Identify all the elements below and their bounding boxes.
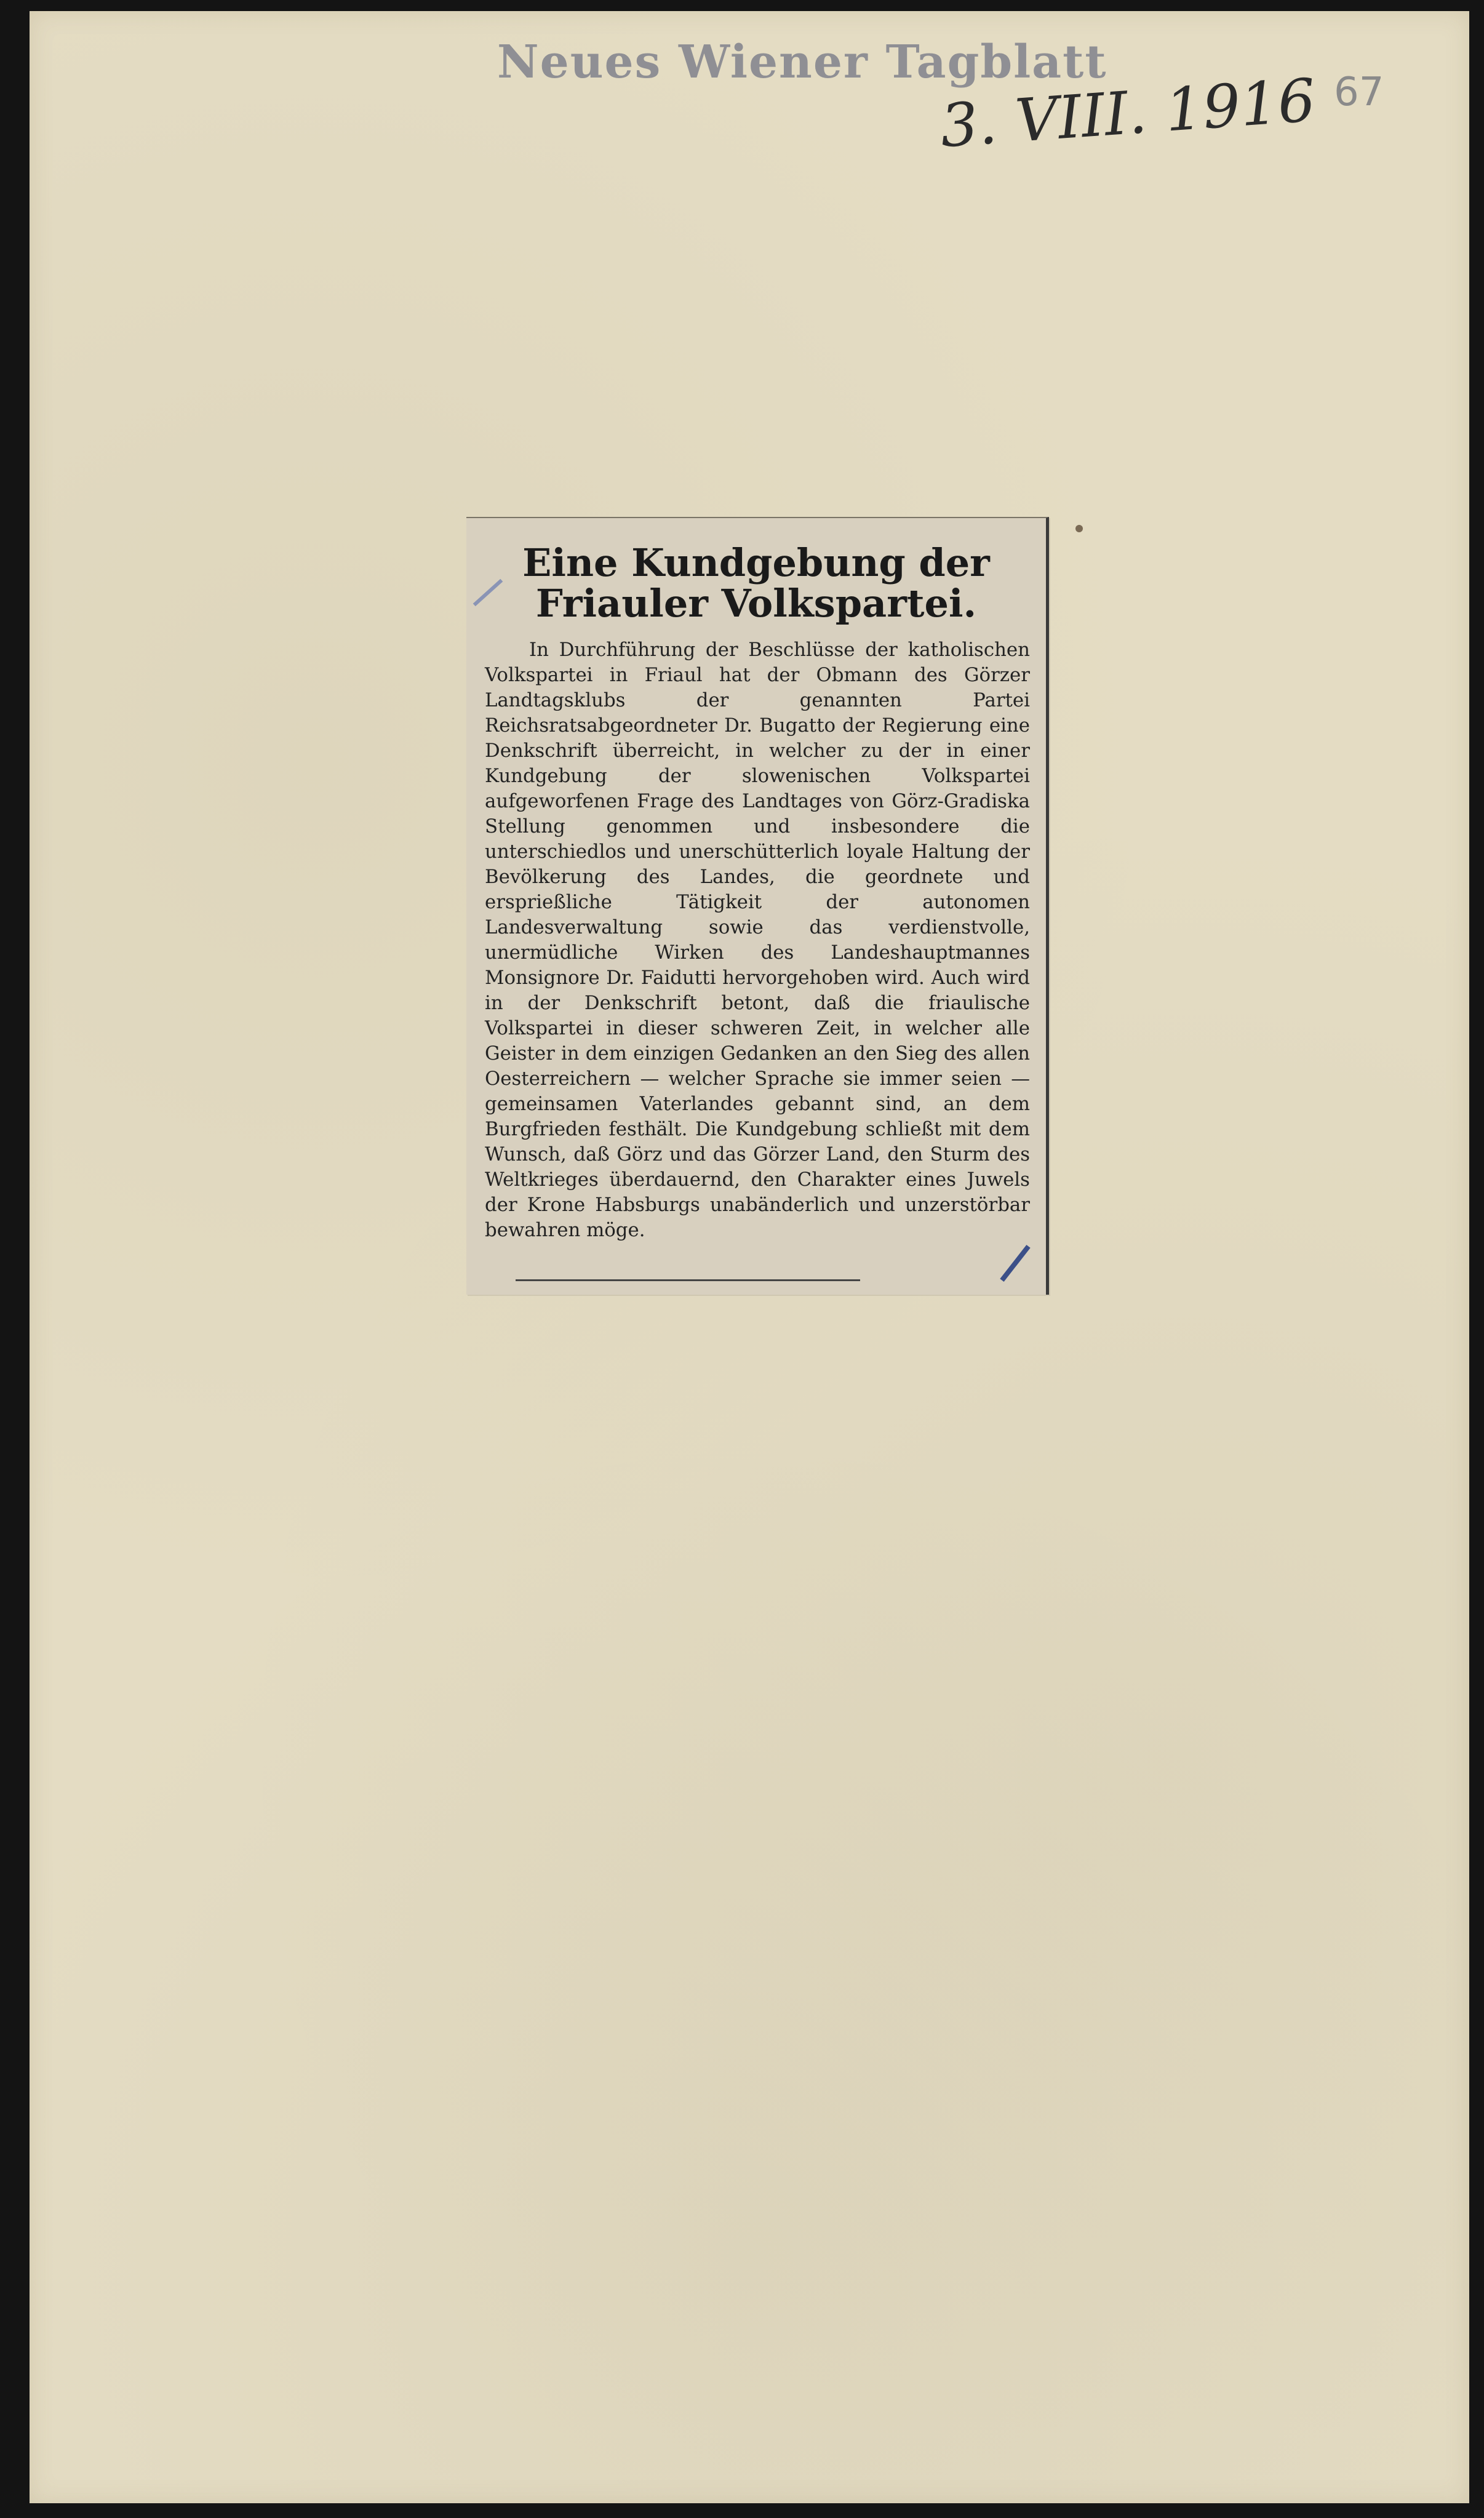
paper-speck (1075, 525, 1083, 532)
article-title: Eine Kundgebung der Friauler Volkspartei. (522, 540, 990, 626)
newspaper-clipping (466, 517, 1049, 1295)
newspaper-stamp: Neues Wiener Tagblatt (497, 36, 1107, 89)
clipping-bottom-rule (516, 1279, 860, 1281)
article-body: In Durchführung der Beschlüsse der katholischen Volkspartei in Friaul hat der Obmann des Görzer Landtagsklubs der genannten Partei Reichsratsabgeordneter Dr. Bugatto der Regierung eine Denkschrift überreicht, in welcher zu der in einer Kundgebung der slowenischen Volkspartei aufgeworfenen Frage des Landtages von Görz-Gradiska Stellung genommen und insbesondere die unterschiedlos und unerschütterlich loyale Haltung der Bevölkerung des Landes, die geordnete und ersprießliche Tätigkeit der autonomen Landesverwaltung sowie das verdienstvolle, unermüdliche Wirken des Landeshauptmannes Monsignore Dr. Faidutti hervorgehoben wird. Auch wird in der Denkschrift betont, daß die friaulische Volkspartei in dieser schweren Zeit, in welcher alle Geister in dem einzigen Gedanken an den Sieg des allen Oesterreichern — welcher Sprache sie immer seien — gemeinsamen Vaterlandes gebannt sind, an dem Burgfrieden festhält. Die Kundgebung schließt mit dem Wunsch, daß Görz und das Görzer Land, den Sturm des Weltkrieges überdauernd, den Charakter eines Juwels der Krone Habsburgs unabänderlich und unzerstörbar bewahren möge. (485, 639, 1030, 1241)
handwritten-date: 3. VIII. 1916 (938, 65, 1318, 161)
archive-sheet (30, 11, 1469, 2503)
folio-number: 67 (1334, 70, 1384, 115)
